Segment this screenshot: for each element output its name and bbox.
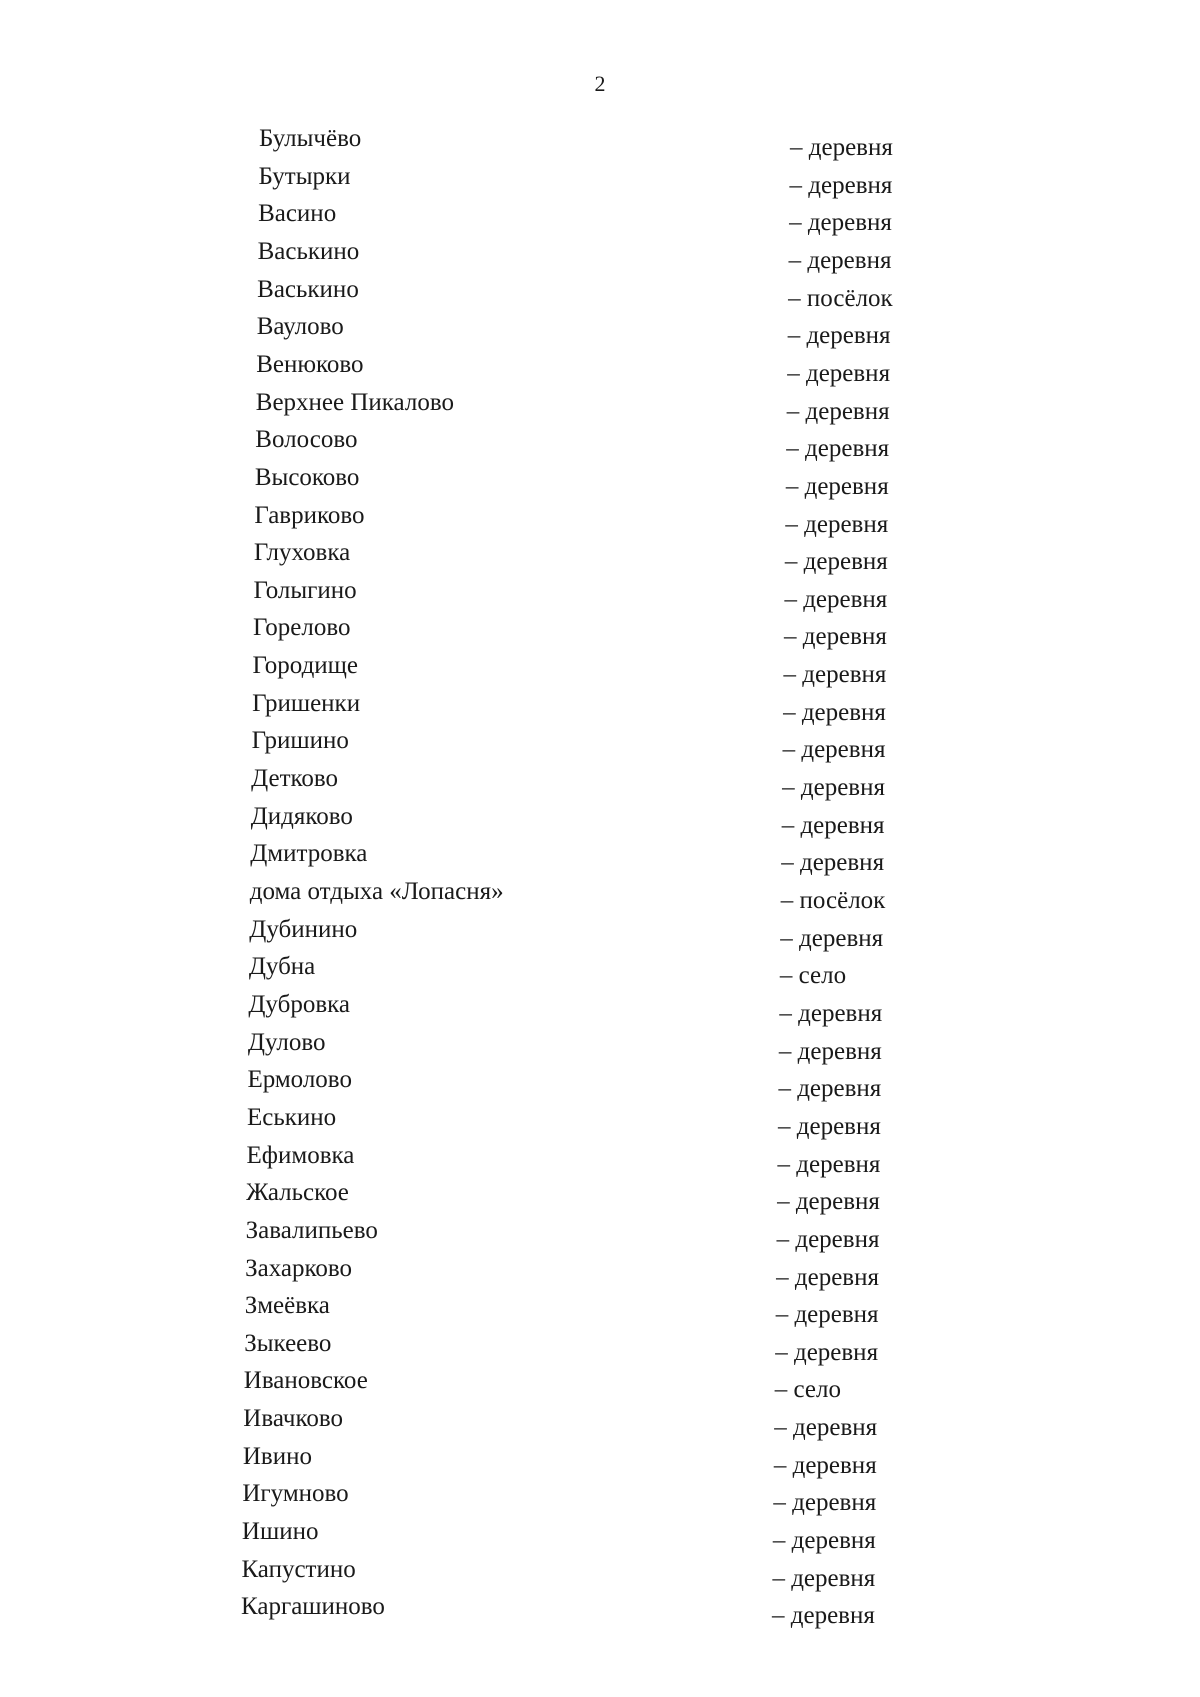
settlement-type: – деревня [782,774,885,802]
settlement-type: – деревня [773,1451,877,1479]
settlement-type: – деревня [787,359,891,387]
settlement-name: Дубна [248,953,316,981]
settlement-type: – деревня [783,698,886,726]
settlement-name: Дубровка [248,990,350,1018]
settlement-name: Дулово [247,1028,326,1056]
settlement-type: – деревня [784,585,888,613]
settlement-name: Городище [252,652,359,680]
settlement-name: Голыгино [253,576,357,604]
settlement-type: – деревня [773,1489,877,1517]
settlement-name: Ивановское [243,1367,368,1395]
settlement-name: Горелово [253,614,351,642]
settlement-name: Булычёво [259,125,362,152]
settlement-type: – деревня [788,246,892,274]
settlement-name: Верхнее Пикалово [255,388,454,416]
settlement-name: Бутырки [258,162,351,190]
settlement-type: – деревня [789,171,893,199]
settlement-name: Дидяково [250,802,353,830]
settlement-name: Дубинино [249,915,358,943]
settlement-type: – деревня [790,134,893,161]
settlement-name: Ваулово [256,313,344,341]
settlement-type: – посёлок [780,887,886,914]
settlement-name: Захарково [245,1254,353,1282]
settlement-type: – деревня [785,472,889,500]
settlement-type: – деревня [775,1338,879,1366]
settlement-type: – село [779,962,847,990]
settlement-type: – деревня [776,1225,880,1253]
settlement-type: – деревня [777,1188,880,1216]
settlement-name: Гришенки [252,689,361,717]
settlement-type: – деревня [781,811,885,839]
settlement-type: – деревня [774,1414,878,1442]
settlement-name: Капустино [241,1555,356,1583]
settlement-name: Ишино [241,1518,319,1546]
settlement-name: Васькино [257,275,359,303]
settlement-name: Венюково [256,350,364,378]
settlement-name: Глуховка [253,539,351,567]
settlement-type: – деревня [781,849,885,877]
settlement-name: Васькино [257,237,360,265]
settlement-type: – деревня [776,1263,879,1291]
settlement-name: Васино [258,200,337,228]
settlement-name: Еськино [247,1103,337,1131]
settlement-type: – деревня [780,924,884,952]
settlement-name: Волосово [255,426,358,454]
settlement-name: Зыкеево [244,1329,332,1357]
page-number: 2 [594,71,606,96]
settlement-name: Гавриково [254,501,365,529]
settlement-type: – деревня [778,1037,882,1065]
settlement-type: – деревня [784,623,887,651]
settlement-name: Дмитровка [250,840,368,868]
settlement-type: – деревня [772,1602,875,1630]
settlement-type: – деревня [786,435,890,463]
settlement-type: – деревня [772,1527,876,1555]
settlement-type: – деревня [778,1075,882,1103]
settlement-name: Змеёвка [244,1292,330,1320]
settlement-type: – село [774,1376,841,1404]
settlement-type: – деревня [784,548,888,576]
settlement-name: Ермолово [247,1066,352,1094]
settlement-name: Каргашиново [241,1593,385,1621]
settlement-name: Гришино [251,727,349,755]
settlement-type: – деревня [778,1112,881,1140]
settlement-name: Детково [251,765,339,793]
settlement-name: Ефимовка [246,1141,355,1169]
settlement-type: – деревня [775,1301,879,1329]
settlement-name: Высоково [254,463,360,491]
settlement-type: – деревня [777,1150,881,1178]
settlement-type: – деревня [787,322,891,350]
settlement-type: – деревня [785,510,889,538]
settlement-name: Ивино [242,1442,312,1470]
settlement-name: дома отдыха «Лопасня» [249,878,504,905]
settlement-type: – деревня [786,397,890,425]
settlement-name: Жальское [246,1179,349,1207]
settlement-type: – деревня [789,209,892,237]
settlement-name: Завалипьево [245,1216,378,1244]
settlement-name: Ивачково [243,1405,344,1433]
settlement-type: – деревня [779,999,883,1027]
settlement-name: Игумново [242,1480,349,1508]
settlement-type: – деревня [772,1564,876,1592]
settlement-type: – посёлок [788,284,893,312]
settlement-type: – деревня [783,661,887,689]
settlement-type: – деревня [782,736,886,764]
